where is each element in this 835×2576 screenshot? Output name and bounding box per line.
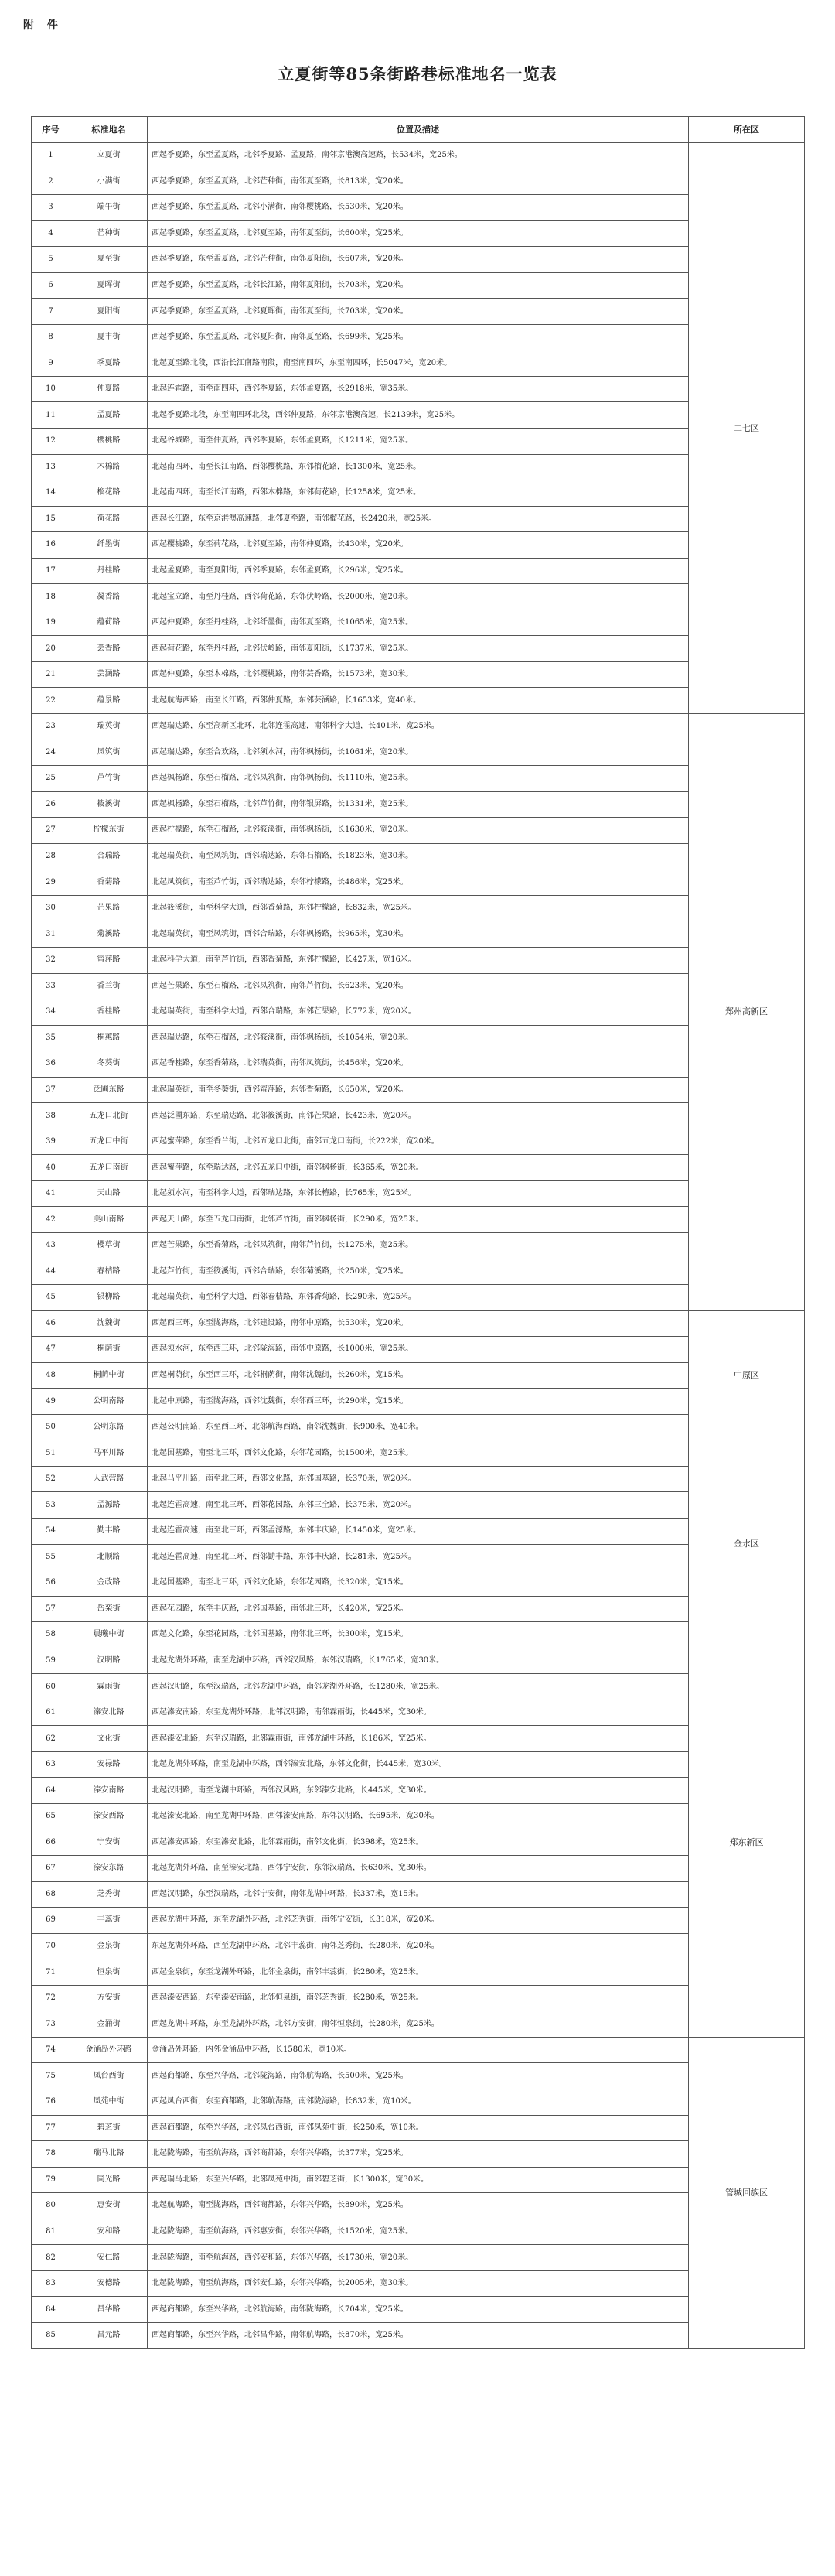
page-title: 立夏街等85条街路巷标准地名一览表	[278, 64, 557, 84]
standard-name: 安仁路	[70, 2245, 148, 2271]
row-number: 28	[32, 843, 70, 869]
row-number: 32	[32, 947, 70, 973]
standard-name: 宁安街	[70, 1830, 148, 1856]
location-description: 北起芦竹街，南至筱溪街，西邻合瑞路，东邻菊溪路，长250米，宽25米。	[148, 1259, 689, 1285]
location-description: 西起凤台西街，东至商都路，北邻航海路，南邻陇海路，长832米，宽10米。	[148, 2089, 689, 2116]
location-description: 西起汉明路，东至汉瑞路，北邻龙湖中环路，南邻龙湖外环路，长1280米，宽25米。	[148, 1674, 689, 1700]
attachment-label: 附 件	[23, 19, 63, 32]
location-description: 北起瑞英街，南至科学大道，西邻春桔路，东邻香菊路，长290米，宽25米。	[148, 1285, 689, 1311]
row-number: 13	[32, 454, 70, 480]
standard-name: 金政路	[70, 1570, 148, 1597]
location-description: 北起马平川路，南至北三环，西邻文化路，东邻国基路，长370米，宽20米。	[148, 1466, 689, 1492]
row-number: 78	[32, 2141, 70, 2168]
row-number: 73	[32, 2011, 70, 2038]
standard-name: 香菊路	[70, 869, 148, 896]
row-number: 80	[32, 2193, 70, 2219]
column-header-description: 位置及描述	[148, 117, 689, 143]
row-number: 63	[32, 1751, 70, 1778]
row-number: 22	[32, 688, 70, 714]
row-number: 62	[32, 1726, 70, 1752]
standard-name: 香桂路	[70, 999, 148, 1026]
row-number: 38	[32, 1103, 70, 1129]
row-number: 76	[32, 2089, 70, 2116]
row-number: 41	[32, 1180, 70, 1207]
row-number: 42	[32, 1207, 70, 1233]
row-number: 68	[32, 1881, 70, 1908]
row-number: 83	[32, 2270, 70, 2297]
location-description: 西起金泉街，东至龙湖外环路，北邻金泉街，南邻丰蕊街，长280米，宽25米。	[148, 1959, 689, 1986]
standard-name: 恒泉街	[70, 1959, 148, 1986]
location-description: 西起枫杨路，东至石榴路，北邻凤筑街，南邻枫杨街，长1110米，宽25米。	[148, 766, 689, 792]
location-description: 西起芒果路，东至石榴路，北邻凤筑街，南邻芦竹街，长623米，宽20米。	[148, 973, 689, 999]
standard-name: 文化街	[70, 1726, 148, 1752]
location-description: 西起芒果路，东至香菊路，北邻凤筑街，南邻芦竹街，长1275米，宽25米。	[148, 1232, 689, 1259]
location-description: 北起筱溪街，南至科学大道，西邻香菊路，东邻柠檬路，长832米，宽25米。	[148, 895, 689, 921]
location-description: 北起国基路，南至北三环，西邻文化路，东邻花园路，长320米，宽15米。	[148, 1570, 689, 1597]
location-description: 西起泛圃东路，东至瑞达路，北邻筱溪街，南邻芒果路，长423米，宽20米。	[148, 1103, 689, 1129]
location-description: 西起溱安西路，东至溱安北路，北邻霖雨街，南邻文化街，长398米，宽25米。	[148, 1830, 689, 1856]
location-description: 北起陇海路，南至航海路，西邻安仁路，东邻兴华路，长2005米，宽30米。	[148, 2270, 689, 2297]
standard-name: 桐荫中街	[70, 1362, 148, 1389]
standard-name: 瑞马北路	[70, 2141, 148, 2168]
location-description: 北起航海西路，南至长江路，西邻仲夏路，东邻芸涵路，长1653米，宽40米。	[148, 688, 689, 714]
location-description: 西起瑞达路，东至高新区北环，北邻连霍高速，南邻科学大道，长401米，宽25米。	[148, 714, 689, 740]
location-description: 北起瑞英街，南至凤筑街，西邻瑞达路，东邻石榴路，长1823米，宽30米。	[148, 843, 689, 869]
row-number: 4	[32, 220, 70, 247]
standard-name: 凤苑中街	[70, 2089, 148, 2116]
location-description: 北起季夏路北段，东至南四环北段，西邻仲夏路，东邻京港澳高速，长2139米，宽25米。	[148, 402, 689, 429]
row-number: 65	[32, 1804, 70, 1830]
row-number: 3	[32, 195, 70, 221]
standard-name: 桐蕙路	[70, 1025, 148, 1051]
location-description: 西起花园路，东至丰庆路，北邻国基路，南邻北三环，长420米，宽25米。	[148, 1596, 689, 1622]
standard-name: 安禄路	[70, 1751, 148, 1778]
row-number: 56	[32, 1570, 70, 1597]
location-description: 西起蜜萍路，东至瑞达路，北邻五龙口中街，南邻枫杨街，长365米，宽20米。	[148, 1155, 689, 1181]
location-description: 西起商都路，东至兴华路，北邻陇海路，南邻航海路，长500米，宽25米。	[148, 2063, 689, 2089]
standard-name: 溱安西路	[70, 1804, 148, 1830]
location-description: 北起航海路，南至陇海路，西邻商都路，东邻兴华路，长890米，宽25米。	[148, 2193, 689, 2219]
standard-name: 筱溪街	[70, 791, 148, 818]
row-number: 31	[32, 921, 70, 948]
standard-name: 溱安东路	[70, 1856, 148, 1882]
standard-name: 五龙口中街	[70, 1129, 148, 1155]
row-number: 47	[32, 1337, 70, 1363]
standard-name: 蕴景路	[70, 688, 148, 714]
table-row	[32, 2037, 805, 2063]
standard-name: 溱安北路	[70, 1700, 148, 1726]
row-number: 59	[32, 1648, 70, 1674]
row-number: 18	[32, 584, 70, 610]
district-cell: 二七区	[689, 143, 805, 714]
location-description: 西起龙湖中环路，东至龙湖外环路，北邻方安街，南邻恒泉街，长280米，宽25米。	[148, 2011, 689, 2038]
row-number: 49	[32, 1389, 70, 1415]
row-number: 16	[32, 532, 70, 559]
location-description: 西起西三环，东至陇海路，北邻建设路，南邻中原路，长530米，宽20米。	[148, 1310, 689, 1337]
row-number: 6	[32, 272, 70, 299]
row-number: 75	[32, 2063, 70, 2089]
row-number: 64	[32, 1778, 70, 1804]
standard-name: 五龙口南街	[70, 1155, 148, 1181]
location-description: 西起季夏路，东至孟夏路，北邻夏阳街，南邻夏至路，长699米，宽25米。	[148, 324, 689, 350]
standard-name: 公明南路	[70, 1389, 148, 1415]
location-description: 北起连霍路，南至南四环，西邻季夏路，东邻孟夏路，长2918米，宽35米。	[148, 376, 689, 402]
standard-name: 溱安南路	[70, 1778, 148, 1804]
table-header-row	[32, 117, 805, 143]
standard-name: 同光路	[70, 2167, 148, 2193]
row-number: 66	[32, 1830, 70, 1856]
table-row	[32, 143, 805, 169]
location-description: 北起陇海路，南至航海路，西邻安和路，东邻兴华路，长1730米，宽20米。	[148, 2245, 689, 2271]
row-number: 72	[32, 1985, 70, 2011]
location-description: 西起蜜萍路，东至香兰街，北邻五龙口北街，南邻五龙口南街，长222米，宽20米。	[148, 1129, 689, 1155]
standard-name: 丹桂路	[70, 558, 148, 584]
location-description: 北起连霍高速，南至北三环，西邻勤丰路，东邻丰庆路，长281米，宽25米。	[148, 1544, 689, 1570]
standard-name: 沈魏街	[70, 1310, 148, 1337]
row-number: 27	[32, 818, 70, 844]
location-description: 北起龙湖外环路，南至龙湖中环路，西邻汉风路，东邻汉瑞路，长1765米，宽30米。	[148, 1648, 689, 1674]
standard-name: 菊溪路	[70, 921, 148, 948]
standard-name: 金泉街	[70, 1933, 148, 1959]
row-number: 15	[32, 506, 70, 532]
location-description: 西起商都路，东至兴华路，北邻昌华路，南邻航海路，长870米，宽25米。	[148, 2322, 689, 2349]
standard-name: 金涌街	[70, 2011, 148, 2038]
standard-name: 公明东路	[70, 1414, 148, 1440]
standard-name: 方安街	[70, 1985, 148, 2011]
standard-name: 夏晖街	[70, 272, 148, 299]
location-description: 西起天山路，东至五龙口南街，北邻芦竹街，南邻枫杨街，长290米，宽25米。	[148, 1207, 689, 1233]
standard-name: 季夏路	[70, 350, 148, 377]
location-description: 西起季夏路，东至孟夏路，北邻长江路，南邻夏阳街，长703米，宽20米。	[148, 272, 689, 299]
standard-name: 芒种街	[70, 220, 148, 247]
location-description: 西起商都路，东至兴华路，北邻凤台西街，南邻凤苑中街，长250米，宽10米。	[148, 2115, 689, 2141]
standard-name: 安和路	[70, 2219, 148, 2245]
location-description: 北起瑞英街，南至冬葵街，西邻蜜萍路，东邻香菊路，长650米，宽20米。	[148, 1077, 689, 1103]
district-cell: 金水区	[689, 1440, 805, 1648]
row-number: 53	[32, 1492, 70, 1519]
row-number: 37	[32, 1077, 70, 1103]
row-number: 81	[32, 2219, 70, 2245]
standard-name: 马平川路	[70, 1440, 148, 1467]
location-description: 西起汉明路，东至汉瑞路，北邻宁安街，南邻龙湖中环路，长337米，宽15米。	[148, 1881, 689, 1908]
standard-name: 凤筑街	[70, 740, 148, 766]
row-number: 25	[32, 766, 70, 792]
standard-name: 昌华路	[70, 2297, 148, 2323]
location-description: 西起季夏路，东至孟夏路，北邻夏至路，南邻夏至街，长600米，宽25米。	[148, 220, 689, 247]
standard-name: 蜜萍路	[70, 947, 148, 973]
row-number: 61	[32, 1700, 70, 1726]
standard-name: 桐荫街	[70, 1337, 148, 1363]
street-name-table	[31, 116, 805, 2349]
location-description: 西起季夏路，东至孟夏路，北邻小满街，南邻樱桃路，长530米，宽20米。	[148, 195, 689, 221]
standard-name: 芸香路	[70, 636, 148, 662]
standard-name: 柠檬东街	[70, 818, 148, 844]
location-description: 东起龙湖外环路，西至龙湖中环路，北邻丰蕊街，南邻芝秀街，长280米，宽20米。	[148, 1933, 689, 1959]
standard-name: 夏阳街	[70, 299, 148, 325]
standard-name: 芸涵路	[70, 661, 148, 688]
location-description: 北起汉明路，南至龙湖中环路，西邻汉风路，东邻溱安北路，长445米，宽30米。	[148, 1778, 689, 1804]
standard-name: 汉明路	[70, 1648, 148, 1674]
table-body	[32, 143, 805, 2349]
standard-name: 天山路	[70, 1180, 148, 1207]
row-number: 46	[32, 1310, 70, 1337]
row-number: 34	[32, 999, 70, 1026]
row-number: 39	[32, 1129, 70, 1155]
standard-name: 惠安街	[70, 2193, 148, 2219]
location-description: 西起柠檬路，东至石榴路，北邻筱溪街，南邻枫杨街，长1630米，宽20米。	[148, 818, 689, 844]
location-description: 北起龙湖外环路，南至溱安北路，西邻宁安街，东邻汉瑞路，长630米，宽30米。	[148, 1856, 689, 1882]
table-row	[32, 714, 805, 740]
row-number: 11	[32, 402, 70, 429]
row-number: 24	[32, 740, 70, 766]
row-number: 9	[32, 350, 70, 377]
row-number: 14	[32, 480, 70, 507]
standard-name: 蕴荷路	[70, 610, 148, 636]
standard-name: 孟源路	[70, 1492, 148, 1519]
standard-name: 小满街	[70, 169, 148, 195]
location-description: 西起荷花路，东至丹桂路，北邻伏岭路，南邻夏阳街，长1737米，宽25米。	[148, 636, 689, 662]
location-description: 西起桐荫街，东至西三环，北邻桐荫街，南邻沈魏街，长260米，宽15米。	[148, 1362, 689, 1389]
row-number: 1	[32, 143, 70, 169]
row-number: 19	[32, 610, 70, 636]
row-number: 74	[32, 2037, 70, 2063]
row-number: 57	[32, 1596, 70, 1622]
row-number: 7	[32, 299, 70, 325]
standard-name: 仲夏路	[70, 376, 148, 402]
location-description: 西起长江路，东至京港澳高速路，北邻夏至路，南邻榴花路，长2420米，宽25米。	[148, 506, 689, 532]
row-number: 60	[32, 1674, 70, 1700]
location-description: 北起连霍高速，南至北三环，西邻孟源路，东邻丰庆路，长1450米，宽25米。	[148, 1518, 689, 1544]
district-cell: 郑州高新区	[689, 714, 805, 1311]
row-number: 82	[32, 2245, 70, 2271]
location-description: 西起仲夏路，东至木棉路，北邻樱桃路，南邻芸香路，长1573米，宽30米。	[148, 661, 689, 688]
row-number: 85	[32, 2322, 70, 2349]
standard-name: 泛圃东路	[70, 1077, 148, 1103]
standard-name: 安德路	[70, 2270, 148, 2297]
location-description: 西起季夏路，东至孟夏路，北邻芒种街，南邻夏阳街，长607米，宽20米。	[148, 247, 689, 273]
location-description: 北起宝立路，南至丹桂路，西邻荷花路，东邻伏岭路，长2000米，宽20米。	[148, 584, 689, 610]
row-number: 12	[32, 429, 70, 455]
location-description: 西起溱安西路，东至溱安南路，北邻恒泉街，南邻芝秀街，长280米，宽25米。	[148, 1985, 689, 2011]
standard-name: 五龙口北街	[70, 1103, 148, 1129]
standard-name: 合瑞路	[70, 843, 148, 869]
location-description: 西起须水河，东至西三环，北邻陇海路，南邻中原路，长1000米，宽25米。	[148, 1337, 689, 1363]
standard-name: 樱桃路	[70, 429, 148, 455]
row-number: 10	[32, 376, 70, 402]
row-number: 45	[32, 1285, 70, 1311]
location-description: 北起南四环，南至长江南路，西邻木棉路，东邻荷花路，长1258米，宽25米。	[148, 480, 689, 507]
standard-name: 春桔路	[70, 1259, 148, 1285]
row-number: 17	[32, 558, 70, 584]
standard-name: 夏至街	[70, 247, 148, 273]
location-description: 北起谷城路，南至仲夏路，西邻季夏路，东邻孟夏路，长1211米，宽25米。	[148, 429, 689, 455]
row-number: 52	[32, 1466, 70, 1492]
location-description: 西起季夏路，东至孟夏路，北邻夏晖街，南邻夏至街，长703米，宽20米。	[148, 299, 689, 325]
standard-name: 荷花路	[70, 506, 148, 532]
standard-name: 凤台西街	[70, 2063, 148, 2089]
standard-name: 碧芝街	[70, 2115, 148, 2141]
row-number: 77	[32, 2115, 70, 2141]
standard-name: 岳栾街	[70, 1596, 148, 1622]
standard-name: 孟夏路	[70, 402, 148, 429]
row-number: 58	[32, 1622, 70, 1648]
standard-name: 夏丰街	[70, 324, 148, 350]
standard-name: 金涌岛外环路	[70, 2037, 148, 2063]
row-number: 71	[32, 1959, 70, 1986]
row-number: 44	[32, 1259, 70, 1285]
standard-name: 北顺路	[70, 1544, 148, 1570]
location-description: 北起瑞英街，南至科学大道，西邻合瑞路，东邻芒果路，长772米，宽20米。	[148, 999, 689, 1026]
standard-name: 霖雨街	[70, 1674, 148, 1700]
location-description: 北起连霍高速，南至北三环，西邻花园路，东邻三全路，长375米，宽20米。	[148, 1492, 689, 1519]
location-description: 北起陇海路，南至航海路，西邻商都路，东邻兴华路，长377米，宽25米。	[148, 2141, 689, 2168]
location-description: 北起夏至路北段，西沿长江南路南段，南至南四环，东至南四环，长5047米，宽20米。	[148, 350, 689, 377]
district-cell: 管城回族区	[689, 2037, 805, 2349]
location-description: 西起瑞马北路，东至兴华路，北邻凤苑中街，南邻碧芝街，长1300米，宽30米。	[148, 2167, 689, 2193]
district-cell: 中原区	[689, 1310, 805, 1440]
location-description: 北起须水河，南至科学大道，西邻瑞达路，东邻长椿路，长765米，宽25米。	[148, 1180, 689, 1207]
location-description: 西起瑞达路，东至石榴路，北邻筱溪街，南邻枫杨街，长1054米，宽20米。	[148, 1025, 689, 1051]
location-description: 金涌岛外环路，内邻金涌岛中环路，长1580米，宽10米。	[148, 2037, 689, 2063]
row-number: 67	[32, 1856, 70, 1882]
row-number: 2	[32, 169, 70, 195]
location-description: 西起溱安南路，东至龙湖外环路，北邻汉明路，南邻霖雨街，长445米，宽30米。	[148, 1700, 689, 1726]
standard-name: 美山南路	[70, 1207, 148, 1233]
row-number: 33	[32, 973, 70, 999]
row-number: 26	[32, 791, 70, 818]
standard-name: 芦竹街	[70, 766, 148, 792]
row-number: 51	[32, 1440, 70, 1467]
standard-name: 木棉路	[70, 454, 148, 480]
row-number: 23	[32, 714, 70, 740]
location-description: 西起仲夏路，东至丹桂路，北邻纤墨街，南邻夏至路，长1065米，宽25米。	[148, 610, 689, 636]
location-description: 西起香桂路，东至香菊路，北邻瑞英街，南邻凤筑街，长456米，宽20米。	[148, 1051, 689, 1078]
location-description: 西起瑞达路，东至合欢路，北邻须水河，南邻枫杨街，长1061米，宽20米。	[148, 740, 689, 766]
column-header-district: 所在区	[689, 117, 805, 143]
location-description: 北起南四环，南至长江南路，西邻樱桃路，东邻榴花路，长1300米，宽25米。	[148, 454, 689, 480]
row-number: 5	[32, 247, 70, 273]
row-number: 48	[32, 1362, 70, 1389]
row-number: 8	[32, 324, 70, 350]
table-row	[32, 1648, 805, 1674]
row-number: 35	[32, 1025, 70, 1051]
location-description: 北起溱安北路，南至龙湖中环路，西邻溱安南路，东邻汉明路，长695米，宽30米。	[148, 1804, 689, 1830]
standard-name: 勤丰路	[70, 1518, 148, 1544]
location-description: 西起枫杨路，东至石榴路，北邻芦竹街，南邻银屏路，长1331米，宽25米。	[148, 791, 689, 818]
location-description: 西起季夏路，东至孟夏路，北邻季夏路、孟夏路，南邻京港澳高速路，长534米，宽25米。	[148, 143, 689, 169]
standard-name: 端午街	[70, 195, 148, 221]
location-description: 西起溱安北路，东至汉瑞路，北邻霖雨街，南邻龙湖中环路，长186米，宽25米。	[148, 1726, 689, 1752]
row-number: 36	[32, 1051, 70, 1078]
standard-name: 冬葵街	[70, 1051, 148, 1078]
location-description: 西起季夏路，东至孟夏路，北邻芒种街，南邻夏至路，长813米，宽20米。	[148, 169, 689, 195]
row-number: 20	[32, 636, 70, 662]
standard-name: 人武营路	[70, 1466, 148, 1492]
location-description: 西起公明南路，东至西三环，北邻航海西路，南邻沈魏街，长900米，宽40米。	[148, 1414, 689, 1440]
column-header-name: 标准地名	[70, 117, 148, 143]
table-row	[32, 1310, 805, 1337]
standard-name: 榴花路	[70, 480, 148, 507]
row-number: 50	[32, 1414, 70, 1440]
row-number: 43	[32, 1232, 70, 1259]
location-description: 北起龙湖外环路，南至龙湖中环路，西邻溱安北路，东邻文化街，长445米，宽30米。	[148, 1751, 689, 1778]
standard-name: 樱草街	[70, 1232, 148, 1259]
location-description: 西起商都路，东至兴华路，北邻航海路，南邻陇海路，长704米，宽25米。	[148, 2297, 689, 2323]
row-number: 79	[32, 2167, 70, 2193]
standard-name: 香兰街	[70, 973, 148, 999]
location-description: 西起龙湖中环路，东至龙湖外环路，北邻芝秀街，南邻宁安街，长318米，宽20米。	[148, 1908, 689, 1934]
standard-name: 芒果路	[70, 895, 148, 921]
location-description: 西起樱桃路，东至荷花路，北邻夏至路，南邻仲夏路，长430米，宽20米。	[148, 532, 689, 559]
standard-name: 丰蕊街	[70, 1908, 148, 1934]
table-row	[32, 1440, 805, 1467]
standard-name: 银柳路	[70, 1285, 148, 1311]
location-description: 西起文化路，东至花园路，北邻国基路，南邻北三环，长300米，宽15米。	[148, 1622, 689, 1648]
column-header-no: 序号	[32, 117, 70, 143]
row-number: 70	[32, 1933, 70, 1959]
row-number: 21	[32, 661, 70, 688]
standard-name: 凝香路	[70, 584, 148, 610]
location-description: 北起陇海路，南至航海路，西邻惠安街，东邻兴华路，长1520米，宽25米。	[148, 2219, 689, 2245]
location-description: 北起中原路，南至陇海路，西邻沈魏街，东邻西三环，长290米，宽15米。	[148, 1389, 689, 1415]
row-number: 29	[32, 869, 70, 896]
standard-name: 纤墨街	[70, 532, 148, 559]
location-description: 北起孟夏路，南至夏阳街，西邻季夏路，东邻孟夏路，长296米，宽25米。	[148, 558, 689, 584]
location-description: 北起凤筑街，南至芦竹街，西邻瑞达路，东邻柠檬路，长486米，宽25米。	[148, 869, 689, 896]
location-description: 北起科学大道，南至芦竹街，西邻香菊路，东邻柠檬路，长427米，宽16米。	[148, 947, 689, 973]
standard-name: 芝秀街	[70, 1881, 148, 1908]
row-number: 40	[32, 1155, 70, 1181]
row-number: 84	[32, 2297, 70, 2323]
row-number: 55	[32, 1544, 70, 1570]
standard-name: 晨曦中街	[70, 1622, 148, 1648]
district-cell: 郑东新区	[689, 1648, 805, 2037]
row-number: 69	[32, 1908, 70, 1934]
row-number: 54	[32, 1518, 70, 1544]
location-description: 北起国基路，南至北三环，西邻文化路，东邻花园路，长1500米，宽25米。	[148, 1440, 689, 1467]
standard-name: 立夏街	[70, 143, 148, 169]
standard-name: 瑞英街	[70, 714, 148, 740]
row-number: 30	[32, 895, 70, 921]
standard-name: 昌元路	[70, 2322, 148, 2349]
location-description: 北起瑞英街，南至凤筑街，西邻合瑞路，东邻枫杨路，长965米，宽30米。	[148, 921, 689, 948]
